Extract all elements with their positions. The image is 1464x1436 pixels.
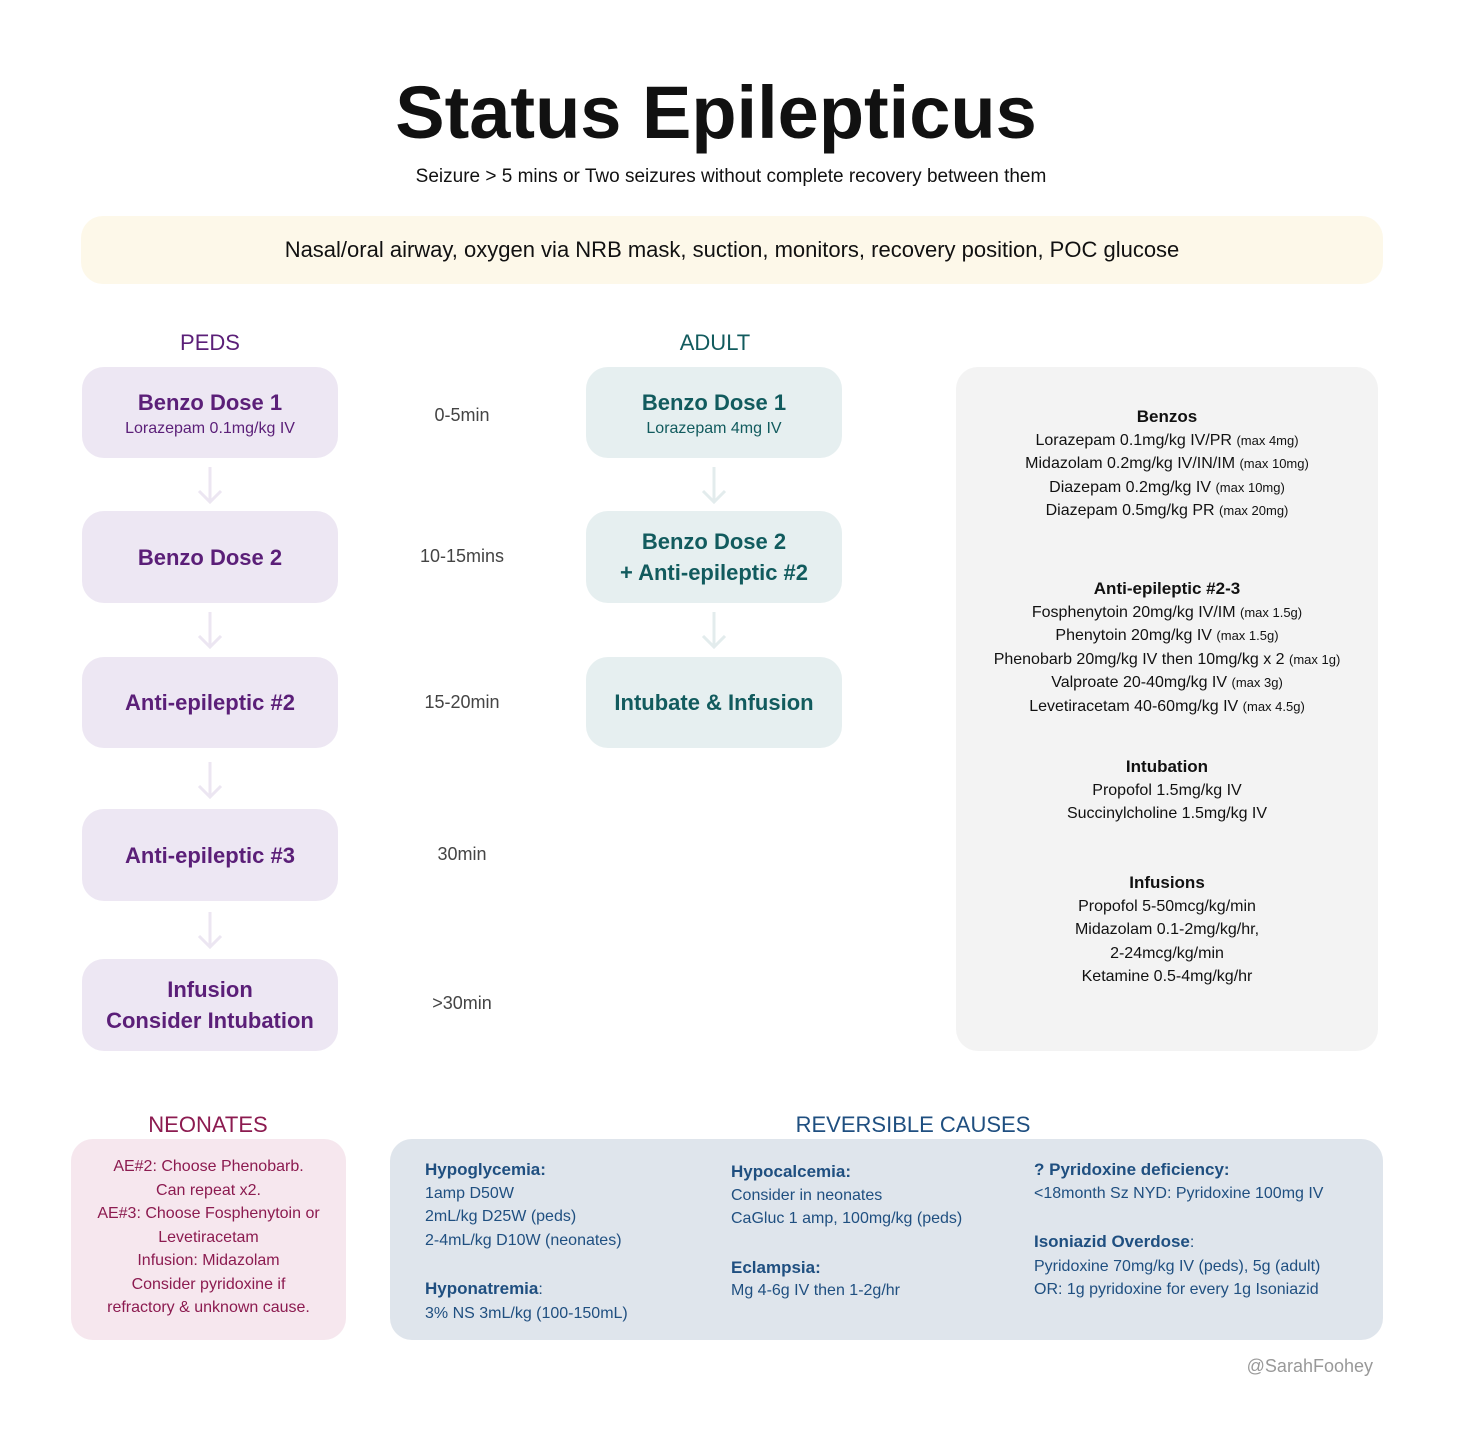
neonates-line: Can repeat x2. bbox=[156, 1181, 261, 1199]
reversible-column-3 bbox=[1034, 1158, 1374, 1302]
infusion-dose-item: Propofol 5-50mcg/kg/min bbox=[1078, 897, 1256, 915]
neonates-line: AE#3: Choose Fosphenytoin or bbox=[97, 1205, 320, 1222]
down-arrow-icon bbox=[197, 912, 223, 950]
benzo-dose-item: Diazepam 0.2mg/kg IV (max 10mg) bbox=[1049, 478, 1285, 496]
adult-step-2 bbox=[586, 511, 842, 603]
peds-step-2 bbox=[82, 511, 338, 603]
neonates-line: Levetiracetam bbox=[158, 1228, 259, 1246]
benzo-dose-item: Lorazepam 0.1mg/kg IV/PR (max 4mg) bbox=[1035, 431, 1299, 449]
down-arrow-icon bbox=[197, 612, 223, 650]
hypocalcemia-item: Consider in neonates bbox=[731, 1186, 883, 1204]
intubation-dose-item: Propofol 1.5mg/kg IV bbox=[1092, 781, 1242, 799]
antiepileptic-dose-item: Levetiracetam 40-60mg/kg IV (max 4.5g) bbox=[1029, 697, 1305, 715]
hypoglycemia-item: 2mL/kg D25W (peds) bbox=[425, 1208, 577, 1225]
down-arrow-icon bbox=[701, 467, 727, 505]
hypocalcemia-item: CaGluc 1 amp, 100mg/kg (peds) bbox=[731, 1210, 963, 1227]
isoniazid-item: OR: 1g pyridoxine for every 1g Isoniazid bbox=[1034, 1281, 1319, 1298]
neonates-line: refractory & unknown cause. bbox=[107, 1299, 310, 1316]
peds-step-5 bbox=[82, 959, 338, 1051]
time-label: 10-15mins bbox=[419, 546, 505, 566]
infusion-dose-item: 2-24mcg/kg/min bbox=[1110, 944, 1224, 962]
peds-step-2-title: Benzo Dose 2 bbox=[137, 544, 283, 570]
time-label: 15-20min bbox=[424, 692, 500, 712]
pyridoxine-deficiency-heading: ? Pyridoxine deficiency: bbox=[1034, 1160, 1230, 1179]
peds-step-4 bbox=[82, 809, 338, 901]
reversible-column-1 bbox=[425, 1158, 715, 1325]
peds-step-3 bbox=[82, 657, 338, 748]
hypoglycemia-heading: Hypoglycemia: bbox=[425, 1160, 546, 1179]
neonates-line: Infusion: Midazolam bbox=[137, 1252, 280, 1269]
adult-step-3-title: Intubate & Infusion bbox=[614, 690, 814, 715]
benzos-section bbox=[956, 405, 1378, 523]
reversible-causes-heading: REVERSIBLE CAUSES bbox=[795, 1112, 1031, 1137]
neonates-line: AE#2: Choose Phenobarb. bbox=[113, 1158, 304, 1175]
infusions-section bbox=[956, 871, 1378, 989]
initial-management-banner bbox=[81, 216, 1383, 284]
peds-step-1 bbox=[82, 367, 338, 458]
intubation-heading: Intubation bbox=[1125, 757, 1209, 776]
antiepileptic-dose-item: Valproate 20-40mg/kg IV (max 3g) bbox=[1051, 674, 1283, 691]
down-arrow-icon bbox=[197, 467, 223, 505]
adult-heading: ADULT bbox=[679, 330, 751, 355]
time-label: 0-5min bbox=[434, 405, 490, 425]
adult-step-1 bbox=[586, 367, 842, 458]
reversible-causes-box bbox=[390, 1139, 1383, 1340]
reversible-column-2 bbox=[731, 1160, 1021, 1303]
neonates-line: Consider pyridoxine if bbox=[131, 1275, 286, 1293]
hypoglycemia-item: 2-4mL/kg D10W (neonates) bbox=[425, 1231, 622, 1249]
time-label: >30min bbox=[432, 993, 492, 1013]
hyponatremia-heading: Hyponatremia: bbox=[425, 1279, 543, 1298]
peds-step-3-title: Anti-epileptic #2 bbox=[125, 690, 295, 715]
intubation-section bbox=[956, 755, 1378, 826]
banner-text: Nasal/oral airway, oxygen via NRB mask, suction, monitors, recovery position, POC glucose bbox=[284, 237, 1180, 262]
hyponatremia-item: 3% NS 3mL/kg (100-150mL) bbox=[425, 1304, 628, 1322]
infusion-dose-item: Midazolam 0.1-2mg/kg/hr, bbox=[1074, 921, 1260, 938]
peds-step-5-line-2: Consider Intubation bbox=[106, 1008, 314, 1033]
benzos-heading: Benzos bbox=[1136, 407, 1198, 426]
down-arrow-icon bbox=[197, 762, 223, 800]
adult-step-1-title: Benzo Dose 1 bbox=[641, 390, 787, 415]
antiepileptic-section bbox=[956, 577, 1378, 718]
author-credit: @SarahFoohey bbox=[1246, 1356, 1373, 1376]
adult-step-3 bbox=[586, 657, 842, 748]
subtitle: Seizure > 5 mins or Two seizures without complete recovery between them bbox=[415, 166, 1047, 187]
antiepileptic-dose-item: Phenobarb 20mg/kg IV then 10mg/kg x 2 (max 1g) bbox=[993, 650, 1341, 668]
isoniazid-heading: Isoniazid Overdose: bbox=[1034, 1232, 1195, 1251]
benzo-dose-item: Midazolam 0.2mg/kg IV/IN/IM (max 10mg) bbox=[1025, 455, 1309, 472]
antiepileptic-dose-item: Phenytoin 20mg/kg IV (max 1.5g) bbox=[1055, 627, 1279, 644]
page-title: Status Epilepticus bbox=[395, 71, 1037, 154]
adult-step-1-detail: Lorazepam 4mg IV bbox=[646, 420, 782, 437]
down-arrow-icon bbox=[701, 612, 727, 650]
antiepileptic-dose-item: Fosphenytoin 20mg/kg IV/IM (max 1.5g) bbox=[1031, 603, 1303, 621]
infusions-heading: Infusions bbox=[1129, 873, 1205, 892]
benzo-dose-item: Diazepam 0.5mg/kg PR (max 20mg) bbox=[1045, 502, 1289, 519]
eclampsia-item: Mg 4-6g IV then 1-2g/hr bbox=[731, 1282, 900, 1299]
adult-step-2-line-2: + Anti-epileptic #2 bbox=[619, 560, 809, 585]
eclampsia-heading: Eclampsia: bbox=[731, 1257, 821, 1277]
neonates-heading: NEONATES bbox=[148, 1112, 268, 1137]
adult-step-2-line-1: Benzo Dose 2 bbox=[641, 529, 787, 554]
infusion-dose-item: Ketamine 0.5-4mg/kg/hr bbox=[1081, 968, 1253, 985]
dosing-reference-panel bbox=[956, 367, 1378, 1051]
isoniazid-item: Pyridoxine 70mg/kg IV (peds), 5g (adult) bbox=[1034, 1257, 1321, 1275]
hypocalcemia-heading: Hypocalcemia: bbox=[731, 1162, 851, 1181]
hypoglycemia-item: 1amp D50W bbox=[425, 1184, 514, 1202]
antiepileptic-heading: Anti-epileptic #2-3 bbox=[1093, 579, 1241, 598]
intubation-dose-item: Succinylcholine 1.5mg/kg IV bbox=[1066, 805, 1268, 822]
peds-step-4-title: Anti-epileptic #3 bbox=[125, 842, 295, 868]
peds-heading: PEDS bbox=[180, 330, 240, 355]
peds-step-1-detail: Lorazepam 0.1mg/kg IV bbox=[125, 420, 295, 437]
peds-step-5-line-1: Infusion bbox=[167, 977, 253, 1002]
peds-step-1-title: Benzo Dose 1 bbox=[137, 390, 283, 415]
time-label: 30min bbox=[437, 844, 487, 864]
neonates-box bbox=[71, 1139, 346, 1340]
pyridoxine-item: <18month Sz NYD: Pyridoxine 100mg IV bbox=[1034, 1184, 1324, 1202]
